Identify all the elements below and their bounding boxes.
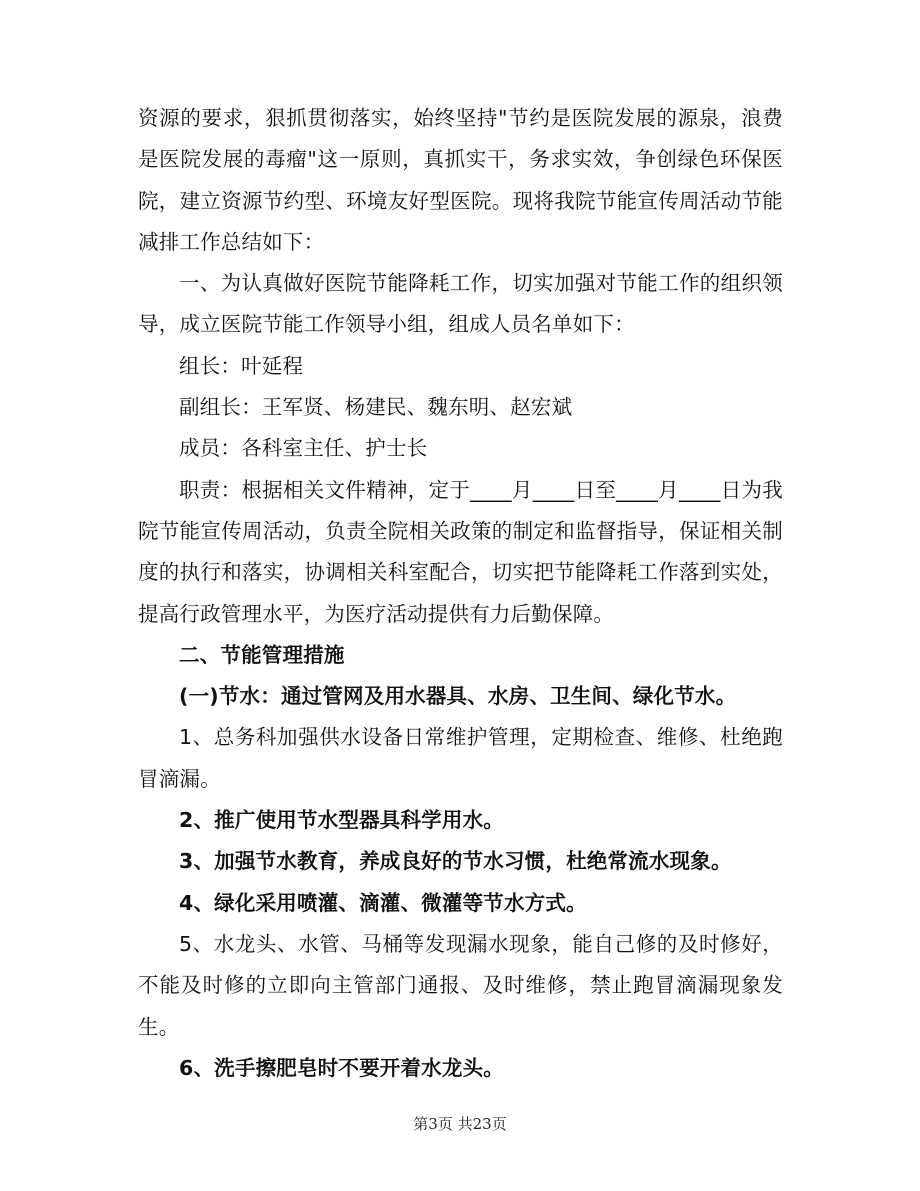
page-number-footer: 第3页 共23页: [413, 1115, 507, 1133]
list-item-2: 2、推广使用节水型器具科学用水。: [179, 808, 504, 833]
leader-line: 组长：叶延程: [179, 353, 304, 378]
list-item-6: 6、洗手擦肥皂时不要开着水龙头。: [179, 1055, 504, 1080]
section-one-paragraph: 一、为认真做好医院节能降耗工作，切实加强对节能工作的组织领导，成立医院节能工作领导小组，组成人员名单如下：: [138, 271, 783, 337]
document-body: [138, 98, 783, 1089]
water-saving-heading: (一)节水：通过管网及用水器具、水房、卫生间、绿化节水。: [179, 684, 737, 709]
list-item-3: 3、加强节水教育，养成良好的节水习惯，杜绝常流水现象。: [179, 849, 732, 874]
list-item-1: 1、总务科加强供水设备日常维护管理，定期检查、维修、杜绝跑冒滴漏。: [138, 725, 783, 791]
members-line: 成员：各科室主任、护士长: [179, 436, 428, 461]
section-two-heading: 二、节能管理措施: [179, 642, 345, 667]
list-item-4: 4、绿化采用喷灌、滴灌、微灌等节水方式。: [179, 890, 587, 915]
duty-paragraph: 职责：根据相关文件精神，定于____月____日至____月____日为我院节能宣传周活动，负责全院相关政策的制定和监督指导，保证相关制度的执行和落实，协调相关科室配合，切实把节能降耗工作落到实处，提高行政管理水平，为医疗活动提供有力后勤保障。: [138, 477, 783, 626]
deputy-leader-line: 副组长：王军贤、杨建民、魏东明、赵宏斌: [179, 395, 573, 420]
list-item-5: 5、水龙头、水管、马桶等发现漏水现象，能自己修的及时修好，不能及时修的立即向主管部门通报、及时维修，禁止跑冒滴漏现象发生。: [138, 931, 783, 1039]
intro-paragraph: 资源的要求，狠抓贯彻落实，始终坚持"节约是医院发展的源泉，浪费是医院发展的毒瘤"这一原则，真抓实干，务求实效，争创绿色环保医院，建立资源节约型、环境友好型医院。现将我院节能宣传周活动节能减排工作总结如下：: [138, 106, 783, 254]
